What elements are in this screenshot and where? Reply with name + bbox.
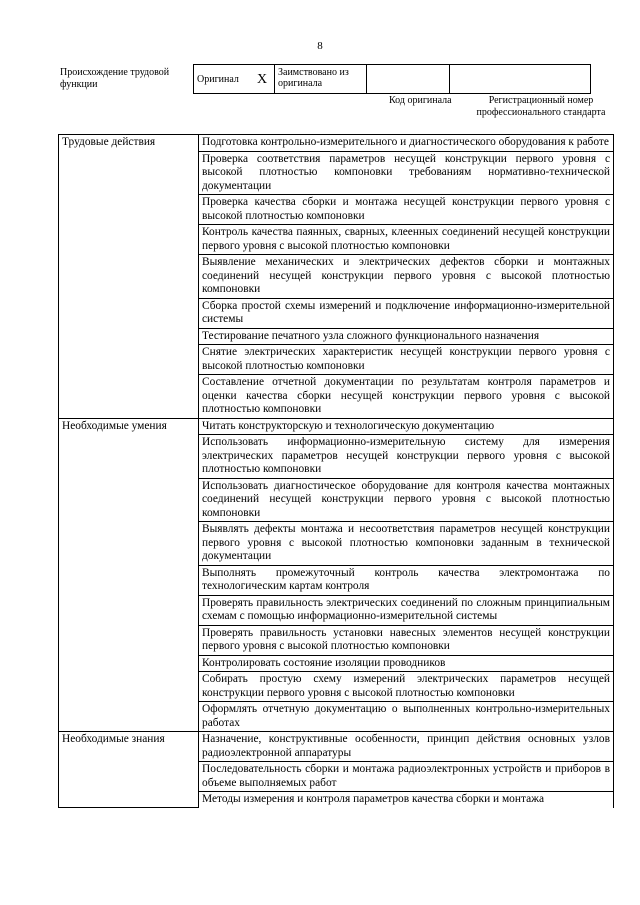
section-item: Проверка качества сборки и монтажа несущей конструкции первого уровня с высокой плотностью компоновки: [199, 195, 614, 225]
section-item: Контроль качества паянных, сварных, клеенных соединений несущей конструкции первого уровня с высокой плотностью компоновки: [199, 225, 614, 255]
table-row: [59, 418, 614, 435]
table-row: [59, 732, 614, 762]
section-item: Использовать информационно-измерительную систему для измерения электрических параметров несущей конструкции первого уровня с высокой плотностью компоновки: [199, 435, 614, 479]
section-item: Выявлять дефекты монтажа и несоответствия параметров несущей конструкции первого уровня с высокой плотностью компоновки заданным в технической документации: [199, 522, 614, 566]
original-cell: Оригинал: [194, 65, 251, 94]
section-item: Снятие электрических характеристик несущей конструкции первого уровня с высокой плотностью компоновки: [199, 345, 614, 375]
original-mark: X: [250, 65, 275, 94]
table-row: [59, 135, 614, 152]
section-item: Читать конструкторскую и технологическую документацию: [199, 418, 614, 435]
reg-caption: Регистрационный номер профессионального стандарта: [476, 95, 606, 118]
function-table: [58, 134, 614, 808]
section-item: Проверять правильность электрических соединений по сложным принципиальным схемам с помощью информационно-измерительной системы: [199, 595, 614, 625]
section-item: Выполнять промежуточный контроль качества электромонтажа по технологическим картам контроля: [199, 565, 614, 595]
section-item: Составление отчетной документации по результатам контроля параметров и оценки качества сборки несущей конструкции первого уровня с высокой плотностью компоновки: [199, 375, 614, 419]
section-item: Подготовка контрольно-измерительного и диагностического оборудования к работе: [199, 135, 614, 152]
origin-table: [193, 64, 591, 94]
code-cell: [367, 65, 450, 94]
section-item: Последовательность сборки и монтажа радиоэлектронных устройств и приборов в объеме выполняемых работ: [199, 762, 614, 792]
section-item: Контролировать состояние изоляции проводников: [199, 655, 614, 672]
section-item: Тестирование печатного узла сложного функционального назначения: [199, 328, 614, 345]
section-category: Необходимые знания: [59, 732, 199, 808]
section-item: Проверять правильность установки навесных элементов несущей конструкции первого уровня с высокой плотностью компоновки: [199, 625, 614, 655]
section-item: Методы измерения и контроля параметров качества сборки и монтажа: [199, 792, 614, 808]
code-caption: Код оригинала: [389, 95, 452, 106]
section-item: Назначение, конструктивные особенности, принцип действия основных узлов радиоэлектронной аппаратуры: [199, 732, 614, 762]
section-item: Оформлять отчетную документацию о выполненных контрольно-измерительных работах: [199, 702, 614, 732]
borrowed-cell: Заимствовано из оригинала: [275, 65, 367, 94]
section-item: Проверка соответствия параметров несущей конструкции первого уровня с высокой плотностью компоновки требованиям нормативно-технической документации: [199, 151, 614, 195]
section-category: Необходимые умения: [59, 418, 199, 732]
section-item: Выявление механических и электрических дефектов сборки и монтажных соединений несущей конструкции первого уровня с высокой плотностью компоновки: [199, 255, 614, 299]
reg-number-cell: [450, 65, 591, 94]
origin-label: Происхождение трудовой функции: [60, 67, 170, 90]
section-category: Трудовые действия: [59, 135, 199, 419]
section-item: Использовать диагностическое оборудование для контроля качества монтажных соединений несущей конструкции первого уровня с высокой плотностью компоновки: [199, 478, 614, 522]
section-item: Собирать простую схему измерений электрических параметров несущей конструкции первого уровня с высокой плотностью компоновки: [199, 672, 614, 702]
page-number: 8: [317, 40, 323, 52]
section-item: Сборка простой схемы измерений и подключение информационно-измерительной системы: [199, 298, 614, 328]
